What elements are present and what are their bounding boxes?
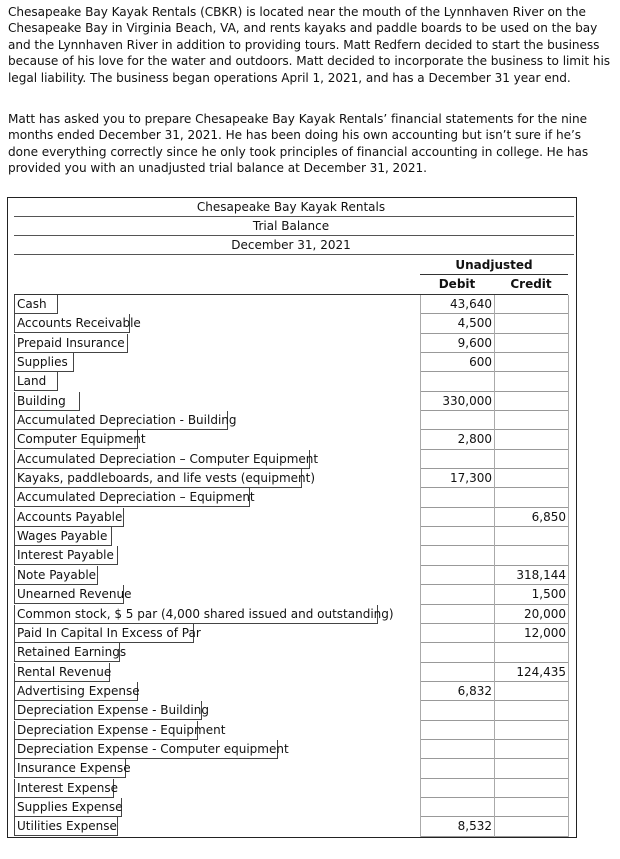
intro-paragraph-1: Chesapeake Bay Kayak Rentals (CBKR) is located near the mouth of the Lynnhaven River on the Chesapeake Bay in Virginia Beach, VA, and rents kayaks and paddle boards to be used on the bay and the Lynnhaven River in addition to providing tours. Matt Redfern decided to start the business because of his love for the water and outdoors. Matt decided to incorporate the business to limit his legal liability. The business began operations April 1, 2021, and has a December 31 year end. xyxy=(8,5,611,85)
account-name: Note Payable xyxy=(14,566,98,585)
table-row xyxy=(8,721,576,740)
intro-paragraph-2: Matt has asked you to prepare Chesapeake Bay Kayak Rentals’ financial statements for the nine months ended December 31, 2021. He has been doing his own accounting but isn’t sure if he’s done everything correctly since he only took principles of financial accounting in college. He has provided you with an unadjusted trial balance at December 31, 2021. xyxy=(8,112,589,176)
account-name: Unearned Revenue xyxy=(14,585,124,604)
table-row xyxy=(8,488,576,507)
table-row xyxy=(8,295,576,314)
account-name: Kayaks, paddleboards, and life vests (equipment) xyxy=(14,469,302,488)
table-row xyxy=(8,411,576,430)
credit-amount: 20,000 xyxy=(524,606,566,621)
unadjusted-header: Unadjusted xyxy=(420,256,568,275)
debit-amount: 17,300 xyxy=(450,471,492,486)
debit-header: Debit xyxy=(438,277,476,291)
debit-amount: 6,832 xyxy=(457,683,492,698)
account-name: Supplies Expense xyxy=(14,798,122,817)
table-row xyxy=(8,566,576,585)
trial-balance-table xyxy=(7,197,577,838)
statement-title: Trial Balance xyxy=(252,219,330,233)
account-name: Land xyxy=(14,372,58,391)
account-name: Accumulated Depreciation – Computer Equipment xyxy=(14,450,310,469)
account-name: Insurance Expense xyxy=(14,759,126,778)
table-row xyxy=(8,798,576,817)
table-row xyxy=(8,759,576,778)
table-row xyxy=(8,353,576,372)
account-name: Retained Earnings xyxy=(14,643,120,662)
account-name: Wages Payable xyxy=(14,527,112,546)
table-row xyxy=(8,779,576,798)
credit-amount: 1,500 xyxy=(531,587,566,602)
account-name: Depreciation Expense - Computer equipment xyxy=(14,740,278,759)
table-row xyxy=(8,701,576,720)
credit-amount: 6,850 xyxy=(531,509,566,524)
table-row xyxy=(8,469,576,488)
account-rows xyxy=(8,295,576,837)
table-row xyxy=(8,663,576,682)
account-name: Interest Payable xyxy=(14,546,118,565)
account-name: Computer Equipment xyxy=(14,430,138,449)
account-name: Interest Expense xyxy=(14,779,114,798)
table-row xyxy=(8,527,576,546)
table-row xyxy=(8,430,576,449)
account-name: Depreciation Expense - Equipment xyxy=(14,721,198,740)
table-row xyxy=(8,585,576,604)
table-row xyxy=(8,372,576,391)
debit-amount: 330,000 xyxy=(442,393,492,408)
table-row xyxy=(8,624,576,643)
credit-amount: 12,000 xyxy=(524,625,566,640)
statement-date-row xyxy=(14,236,574,255)
table-row xyxy=(8,817,576,836)
table-row xyxy=(8,546,576,565)
debit-amount: 600 xyxy=(469,355,492,370)
debit-amount: 9,600 xyxy=(457,335,492,350)
account-name: Utilities Expense xyxy=(14,817,118,836)
statement-date: December 31, 2021 xyxy=(231,238,351,252)
account-name: Prepaid Insurance xyxy=(14,334,128,353)
account-name: Advertising Expense xyxy=(14,682,138,701)
account-name: Depreciation Expense - Building xyxy=(14,701,202,720)
table-row xyxy=(8,392,576,411)
column-headers xyxy=(8,255,576,295)
table-row xyxy=(8,643,576,662)
account-name: Paid In Capital In Excess of Par xyxy=(14,624,194,643)
account-name: Rental Revenue xyxy=(14,663,110,682)
account-name: Common stock, $ 5 par (4,000 shared issued and outstanding) xyxy=(14,605,378,624)
account-name: Cash xyxy=(14,295,58,314)
debit-amount: 2,800 xyxy=(457,432,492,447)
table-row xyxy=(8,508,576,527)
credit-amount: 318,144 xyxy=(516,567,566,582)
account-name: Accounts Receivable xyxy=(14,314,130,333)
debit-amount: 4,500 xyxy=(457,316,492,331)
table-row xyxy=(8,682,576,701)
table-row xyxy=(8,740,576,759)
account-name: Building xyxy=(14,392,80,411)
company-name-row xyxy=(14,198,574,217)
credit-amount: 124,435 xyxy=(516,664,566,679)
company-name: Chesapeake Bay Kayak Rentals xyxy=(196,200,386,214)
table-row xyxy=(8,605,576,624)
debit-amount: 8,532 xyxy=(457,819,492,834)
account-name: Supplies xyxy=(14,353,74,372)
account-name: Accumulated Depreciation - Building xyxy=(14,411,228,430)
account-name: Accounts Payable xyxy=(14,508,124,527)
table-row xyxy=(8,334,576,353)
account-name: Accumulated Depreciation – Equipment xyxy=(14,488,250,507)
table-row xyxy=(8,450,576,469)
table-row xyxy=(8,314,576,333)
debit-amount: 43,640 xyxy=(450,297,492,311)
credit-header: Credit xyxy=(510,277,552,291)
statement-title-row xyxy=(14,217,574,236)
